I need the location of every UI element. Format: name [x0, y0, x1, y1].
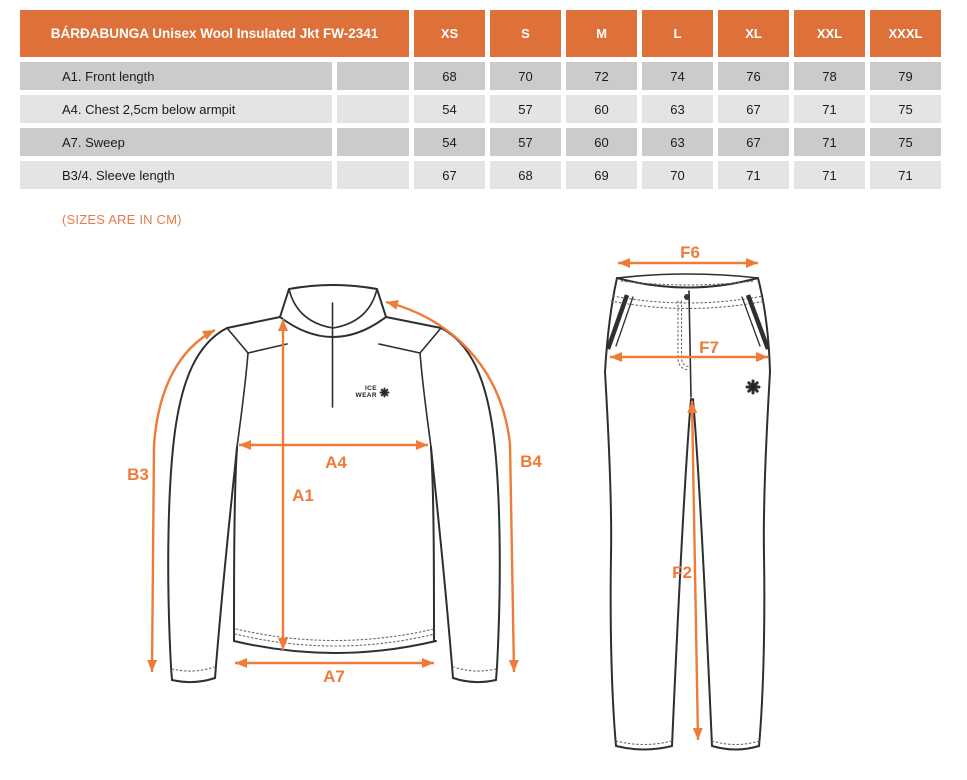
- size-value-cell: 75: [870, 128, 941, 156]
- jacket-left-cuff: [172, 678, 215, 682]
- size-value-cell: 54: [414, 128, 485, 156]
- jacket-left-cuff-stitch: [172, 667, 214, 671]
- snowflake-icon: [381, 389, 389, 397]
- size-value-cell: 63: [642, 95, 713, 123]
- pants-right-hem-stitch: [712, 741, 759, 745]
- size-value-cell: 67: [718, 95, 789, 123]
- size-value-cell: 60: [566, 95, 637, 123]
- logo-text-line2: WEAR: [355, 392, 377, 399]
- pants-waist-inner: [617, 274, 758, 288]
- logo-text-line1: ICE: [364, 385, 377, 392]
- jacket-hem: [234, 641, 436, 653]
- pants-left-hem: [616, 746, 672, 750]
- size-value-cell: 72: [566, 62, 637, 90]
- measure-arrow-b3: [152, 330, 215, 672]
- size-value-cell: 71: [718, 161, 789, 189]
- measure-label-f2: F2: [672, 563, 692, 582]
- size-header-m: M: [566, 10, 637, 57]
- pants-fly-stitch: [678, 301, 688, 370]
- size-table: [20, 10, 941, 189]
- size-value-cell: 74: [642, 62, 713, 90]
- jacket-drawing: [168, 285, 500, 682]
- size-value-cell: 68: [490, 161, 561, 189]
- measure-label-a7: A7: [323, 667, 345, 686]
- jacket-right-cuff: [453, 678, 496, 682]
- measure-label-f6: F6: [680, 243, 700, 262]
- size-value-cell: 63: [642, 128, 713, 156]
- jacket-measure-labels: [127, 452, 542, 686]
- row-label-sleeve-length: B3/4. Sleeve length: [20, 161, 332, 189]
- jacket-right-raglan-seam: [420, 353, 431, 447]
- measure-label-b3: B3: [127, 465, 149, 484]
- pants-drawing: [605, 274, 770, 750]
- row-label-sweep: A7. Sweep: [20, 128, 332, 156]
- size-value-cell: 57: [490, 128, 561, 156]
- size-header-s: S: [490, 10, 561, 57]
- size-value-cell: 68: [414, 62, 485, 90]
- size-header-xxl: XXL: [794, 10, 865, 57]
- jacket-hem-stitch: [235, 634, 435, 646]
- size-header-xl: XL: [718, 10, 789, 57]
- measurement-diagram: [0, 230, 967, 780]
- table-title: BÁRÐABUNGA Unisex Wool Insulated Jkt FW-2341: [20, 10, 409, 57]
- size-value-cell: 69: [566, 161, 637, 189]
- measure-label-f7: F7: [699, 338, 719, 357]
- jacket-left-sleeve-outer: [168, 317, 280, 680]
- size-value-cell: 70: [490, 62, 561, 90]
- pants-center-seam: [689, 291, 691, 397]
- size-header-xxxl: XXXL: [870, 10, 941, 57]
- snowflake-icon: [747, 381, 759, 393]
- size-header-xs: XS: [414, 10, 485, 57]
- jacket-brand-logo: [356, 385, 389, 399]
- row-label-chest: A4. Chest 2,5cm below armpit: [20, 95, 332, 123]
- size-value-cell: 60: [566, 128, 637, 156]
- row-spacer-cell: [337, 161, 409, 189]
- size-value-cell: 71: [870, 161, 941, 189]
- size-value-cell: 71: [794, 161, 865, 189]
- measure-arrow-b4: [386, 302, 514, 672]
- size-value-cell: 67: [414, 161, 485, 189]
- size-value-cell: 71: [794, 95, 865, 123]
- size-value-cell: 79: [870, 62, 941, 90]
- size-value-cell: 67: [718, 128, 789, 156]
- pants-right-leg-outer: [759, 372, 770, 746]
- units-note: (SIZES ARE IN CM): [62, 212, 182, 227]
- size-value-cell: 78: [794, 62, 865, 90]
- pants-measure-arrows: [610, 263, 768, 740]
- pants-left-leg-outer: [605, 372, 616, 746]
- size-value-cell: 71: [794, 128, 865, 156]
- jacket-right-sleeve-outer: [386, 317, 500, 680]
- row-label-front-length: A1. Front length: [20, 62, 332, 90]
- size-value-cell: 70: [642, 161, 713, 189]
- jacket-left-raglan-seam: [237, 353, 248, 447]
- pants-left-hem-stitch: [616, 741, 672, 745]
- size-header-l: L: [642, 10, 713, 57]
- measure-label-b4: B4: [520, 452, 542, 471]
- measure-label-a4: A4: [325, 453, 347, 472]
- size-value-cell: 75: [870, 95, 941, 123]
- jacket-right-shoulder-panel: [379, 328, 441, 353]
- size-value-cell: 57: [490, 95, 561, 123]
- size-value-cell: 54: [414, 95, 485, 123]
- row-spacer-cell: [337, 95, 409, 123]
- size-value-cell: 76: [718, 62, 789, 90]
- jacket-left-shoulder-panel: [227, 328, 287, 353]
- jacket-hem-stitch: [236, 629, 434, 641]
- pants-right-hem: [712, 746, 759, 750]
- pants-waistband-stitch: [611, 301, 765, 309]
- jacket-right-cuff-stitch: [454, 667, 496, 671]
- measure-label-a1: A1: [292, 486, 314, 505]
- row-spacer-cell: [337, 62, 409, 90]
- row-spacer-cell: [337, 128, 409, 156]
